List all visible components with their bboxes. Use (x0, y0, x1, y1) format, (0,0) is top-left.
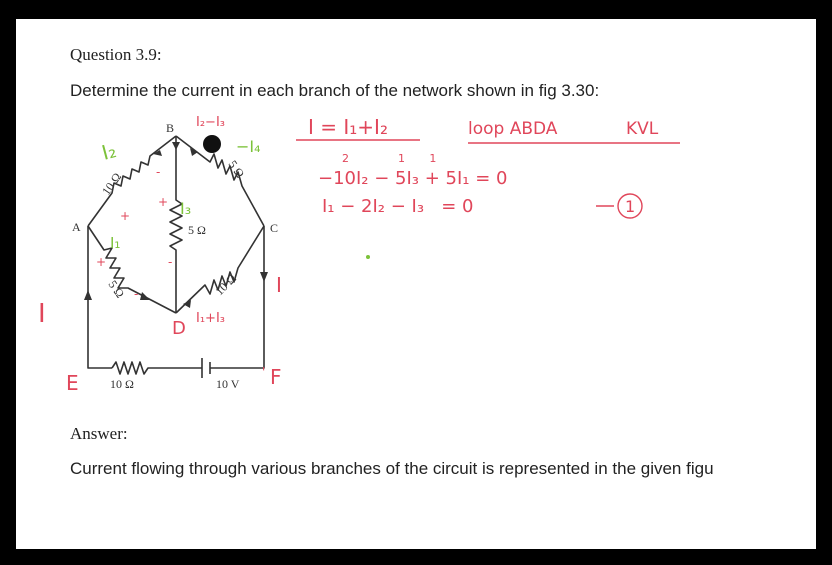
wire-left (88, 226, 112, 368)
annot-eq1: −10I₂ − 5I₃ + 5I₁ = 0 (318, 168, 508, 189)
annot-minus-1: - (156, 165, 161, 179)
handwritten-annotations (38, 115, 680, 395)
annot-i3-green: I₃ (180, 199, 192, 218)
annot-green-dot (366, 255, 370, 259)
annot-d: D (172, 318, 186, 339)
answer-heading: Answer: (70, 424, 128, 443)
arrow-bd (172, 142, 180, 150)
node-b-label: B (166, 121, 175, 135)
annot-plus-2: + (96, 255, 107, 269)
battery-label: 10 V (216, 377, 240, 391)
resistor-bc-label: 5 Ω (225, 157, 248, 181)
annot-eq2: I₁ − 2I₂ − I₃ = 0 (322, 196, 474, 217)
resistor-bd-label: 5 Ω (188, 223, 206, 237)
resistor-ab-label: 10 Ω (98, 170, 125, 198)
annot-i-left: I (38, 299, 46, 329)
document-page (16, 19, 816, 549)
annot-plus-3: + (158, 195, 169, 209)
resistor-ef-label: 10 Ω (110, 377, 134, 391)
resistor-ef (112, 362, 202, 374)
annot-eq-number: 1 (625, 197, 636, 216)
annot-i1i3: I₁+I₃ (196, 311, 225, 326)
ink-blot (203, 135, 221, 153)
annot-minus-3: - (168, 255, 173, 269)
resistor-dc-label: 10 Ω (212, 271, 240, 299)
question-heading: Question 3.9: (70, 45, 162, 64)
annot-kvl-label: KVL (626, 119, 659, 139)
arrow-dc (183, 300, 191, 308)
resistor-bd (170, 136, 182, 313)
annot-minus-2: - (134, 287, 139, 301)
resistor-ad-label: 5 Ω (105, 277, 128, 301)
annot-eq1-superscripts: 2 1 1 (342, 152, 437, 165)
wire-right (210, 226, 264, 368)
annot-plus-1: + (120, 209, 131, 223)
answer-text: Current flowing through various branches of the circuit is represented in the given figu (70, 459, 714, 478)
node-a-label: A (72, 220, 81, 234)
annot-e: E (66, 371, 79, 395)
annot-loop-label: loop ABDA (468, 119, 558, 139)
arrow-up-left (84, 290, 92, 300)
annot-i1-green: I₁ (110, 234, 121, 252)
annot-f: F (270, 365, 282, 389)
annot-b-top: I₂−I₃ (196, 115, 225, 130)
annot-i-right: I (276, 273, 282, 297)
annot-prime: ' (262, 365, 266, 379)
question-text: Determine the current in each branch of the network shown in fig 3.30: (70, 81, 600, 100)
resistor-dc (176, 226, 264, 313)
resistor-ad (88, 226, 176, 313)
node-c-label: C (270, 221, 279, 235)
arrow-ad (140, 292, 150, 300)
battery (202, 358, 210, 378)
arrow-down-right (260, 272, 268, 282)
annot-eq-current: I = I₁+I₂ (308, 115, 388, 139)
annot-i2-green: I₂ (99, 138, 119, 165)
annot-b-right: −I₄ (236, 137, 261, 156)
circuit-figure (16, 19, 816, 419)
